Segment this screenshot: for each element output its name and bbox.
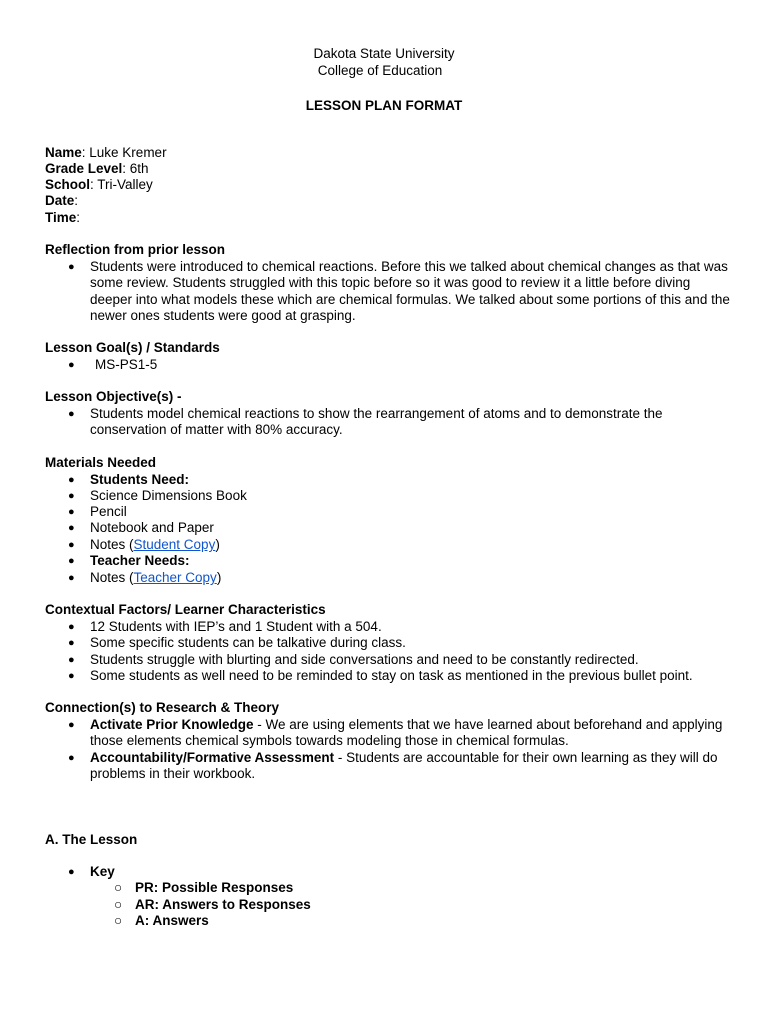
key-item-pr: PR: Possible Responses [135,880,294,895]
notes-suffix: ) [215,537,220,552]
bullet-icon: ● [68,261,75,273]
notes-prefix: Notes ( [90,537,134,552]
school-line [45,177,153,193]
connection-item-text: - We are using elements that we have learned about beforehand and applying those elements chemical symbols towards modeling those in chemical formulas. [90,717,723,749]
connection-item [90,717,730,750]
contextual-item: Some students as well need to be reminded to stay on task as mentioned in the previous bullet point. [90,668,693,683]
grade-label: Grade Level [45,161,123,176]
contextual-item: Students struggle with blurting and side conversations and need to be constantly redirected. [90,652,639,667]
material-item: Pencil [90,504,127,519]
grade-line [45,161,149,177]
bullet-icon: ● [68,621,75,633]
date-value: : [74,193,79,208]
bullet-icon: ● [68,359,75,371]
reflection-heading: Reflection from prior lesson [45,242,226,257]
sub-bullet-icon: ○ [114,897,123,912]
name-value: : Luke Kremer [81,145,167,160]
time-line [45,210,80,226]
notes-suffix: ) [216,570,222,585]
student-notes-item [90,537,220,553]
lesson-heading: A. The Lesson [45,832,138,847]
reflection-text: Students were introduced to chemical reactions. Before this we talked about chemical changes as that was some review. Students struggled with this topic before so it was good to review it a little before diving deeper into what models these which are chemical formulas. We talked about some portions of this and the newer ones students were good at grasping. [90,259,730,323]
bullet-icon: ● [68,670,75,682]
key-label: Key [90,864,115,879]
materials-heading: Materials Needed [45,455,157,470]
students-need-label: Students Need: [90,472,190,487]
school-value: : Tri-Valley [90,177,153,192]
material-item: Science Dimensions Book [90,488,247,503]
contextual-item: Some specific students can be talkative during class. [90,635,406,650]
time-value: : [76,210,81,225]
grade-value: : 6th [122,161,149,176]
goals-heading: Lesson Goal(s) / Standards [45,340,220,355]
teacher-notes-item [90,570,221,586]
bullet-icon: ● [68,490,75,502]
bullet-icon: ● [68,522,75,534]
connections-heading: Connection(s) to Research & Theory [45,700,280,715]
bullet-icon: ● [68,555,75,567]
sub-bullet-icon: ○ [114,880,123,895]
teacher-needs-label: Teacher Needs: [90,553,190,568]
material-item: Notebook and Paper [90,520,214,535]
connection-item-title: Accountability/Formative Assessment [90,750,335,765]
bullet-icon: ● [68,474,75,486]
key-item-ar: AR: Answers to Responses [135,897,311,912]
name-label: Name [45,145,82,160]
sub-bullet-icon: ○ [114,913,123,928]
bullet-icon: ● [68,539,75,551]
date-line [45,193,78,209]
name-line [45,145,167,161]
connection-item-text: - Students are accountable for their own learning as they will do problems in their workbook. [90,750,718,782]
goal-item: MS-PS1-5 [95,357,158,372]
document-title: LESSON PLAN FORMAT [305,98,463,113]
time-label: Time [45,210,77,225]
objective-text: Students model chemical reactions to show the rearrangement of atoms and to demonstrate the conservation of matter with 80% accuracy. [90,406,663,438]
notes-prefix: Notes ( [90,570,134,585]
college-name: College of Education [317,63,443,78]
bullet-icon: ● [68,719,75,731]
student-copy-link[interactable]: Student Copy [133,537,216,552]
bullet-icon: ● [68,637,75,649]
objectives-heading: Lesson Objective(s) - [45,389,182,404]
university-name: Dakota State University [313,46,455,61]
bullet-icon: ● [68,506,75,518]
connection-item [90,750,730,783]
bullet-icon: ● [68,866,75,878]
bullet-icon: ● [68,572,75,584]
teacher-copy-link[interactable]: Teacher Copy [133,570,217,585]
key-item-a: A: Answers [135,913,209,928]
date-label: Date [45,193,75,208]
connection-item-title: Activate Prior Knowledge [90,717,254,732]
contextual-item: 12 Students with IEP’s and 1 Student with a 504. [90,619,382,634]
bullet-icon: ● [68,752,75,764]
contextual-heading: Contextual Factors/ Learner Characteristics [45,602,326,617]
school-label: School [45,177,91,192]
bullet-icon: ● [68,654,75,666]
bullet-icon: ● [68,408,75,420]
